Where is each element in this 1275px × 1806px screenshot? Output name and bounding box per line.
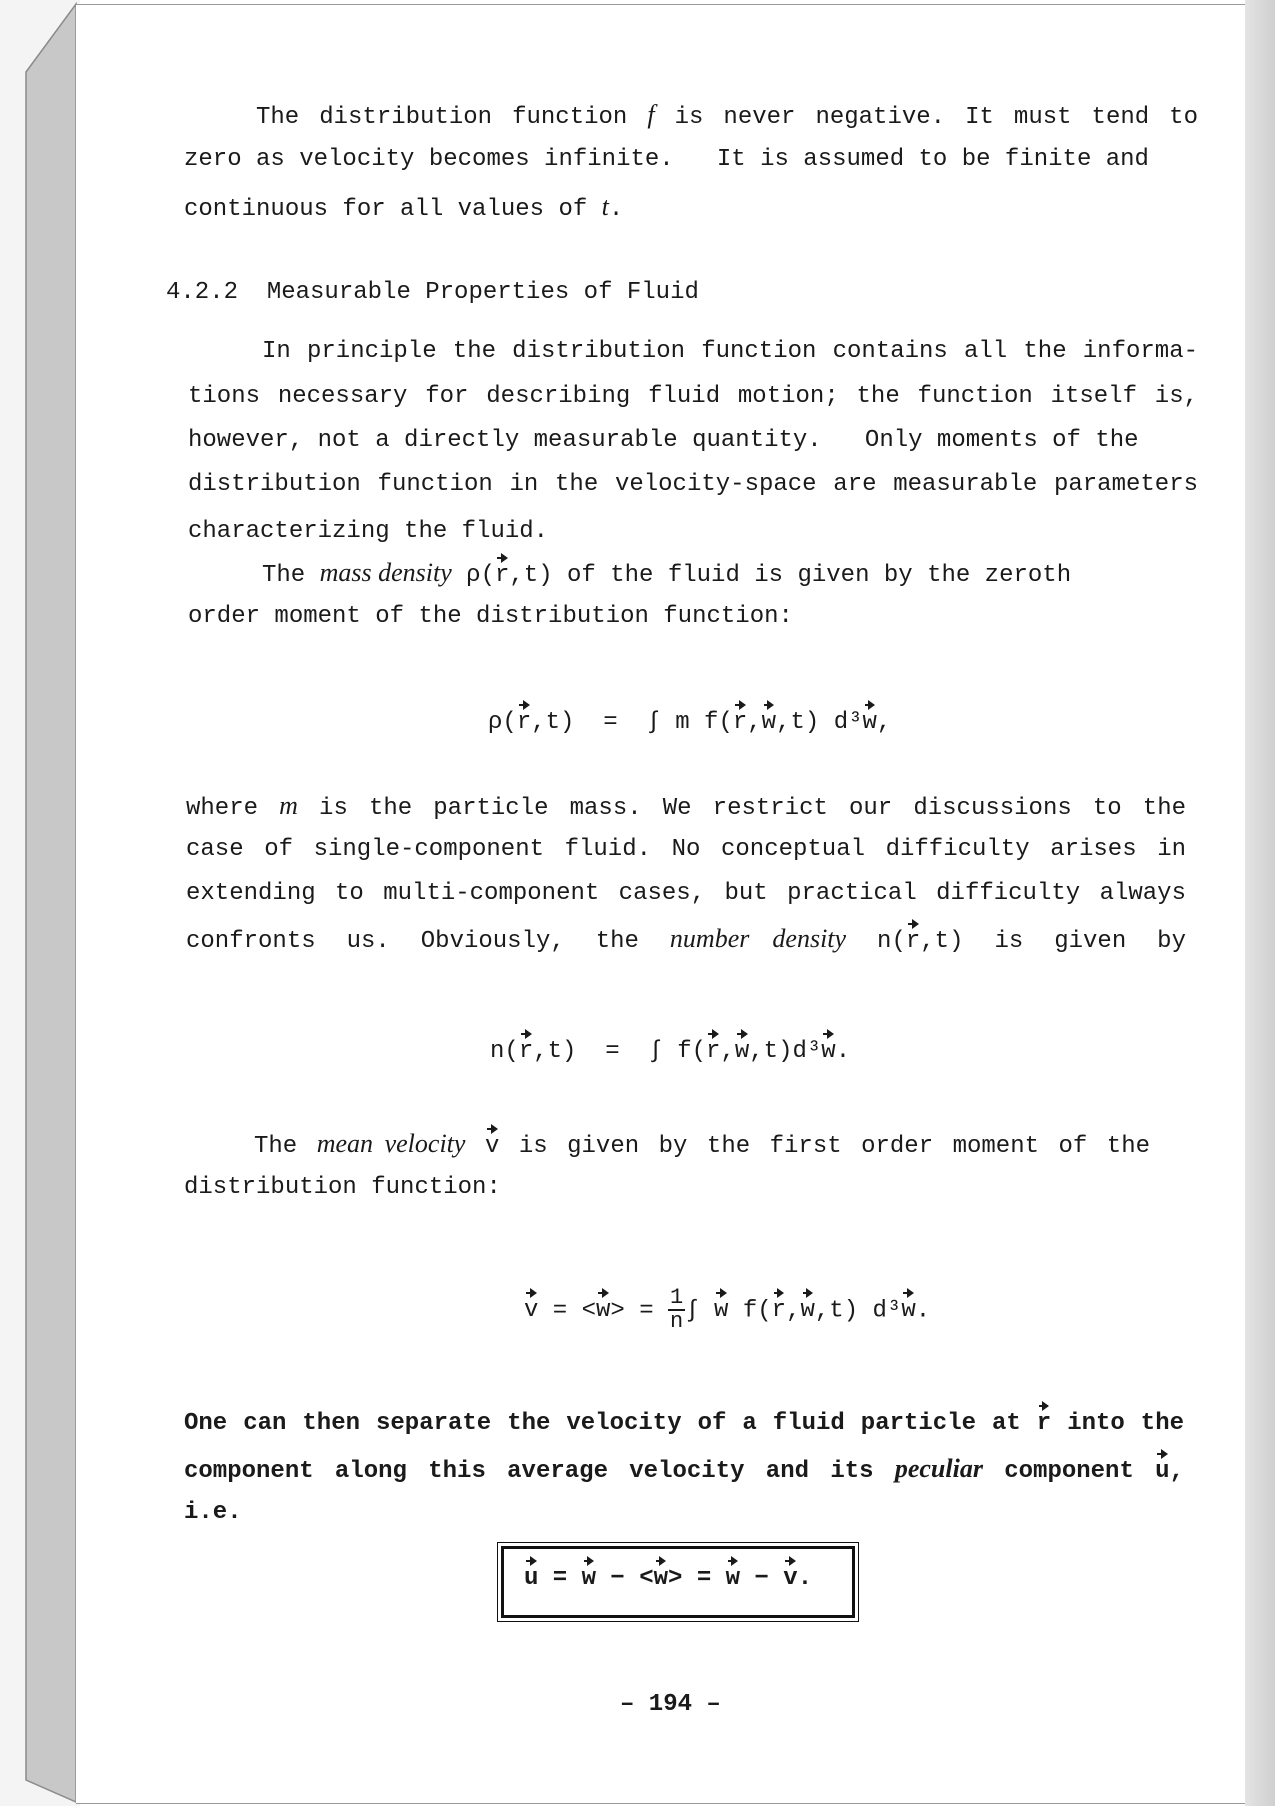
text-run: characterizing the fluid.	[188, 518, 549, 545]
equation-mass-density	[488, 708, 891, 738]
text-run: .	[835, 1038, 851, 1065]
paragraph-text	[184, 1409, 1184, 1439]
italic-term: mass density	[319, 558, 452, 587]
text-run: One can then separate the velocity of a fluid particle at	[184, 1410, 1037, 1437]
paragraph-text	[262, 337, 1198, 367]
text-run	[465, 1133, 485, 1160]
paragraph-text	[184, 145, 1149, 175]
paragraph-text	[188, 602, 793, 632]
page-number	[620, 1690, 721, 1720]
text-run: – 194 –	[620, 1691, 721, 1718]
paragraph-text	[186, 835, 1186, 865]
vector-symbol: w	[653, 1565, 669, 1592]
paragraph-text	[184, 1498, 242, 1528]
paragraph-text	[256, 100, 1198, 133]
text-run: into the	[1051, 1410, 1184, 1437]
text-run: ρ(	[488, 709, 517, 736]
equation-peculiar-velocity	[524, 1564, 812, 1594]
text-run: ,t) = ∫ f(	[533, 1038, 707, 1065]
vector-symbol: v	[783, 1565, 798, 1592]
text-run: ∫	[685, 1297, 715, 1325]
text-run: > =	[610, 1297, 669, 1325]
text-run: continuous for all values of	[184, 196, 602, 223]
vector-symbol: w	[800, 1297, 815, 1325]
paragraph-text	[186, 791, 1186, 824]
vector-symbol: w	[761, 709, 777, 736]
vector-symbol: v	[484, 1133, 500, 1160]
text-run: ,	[747, 709, 762, 736]
text-run: ,	[786, 1297, 801, 1325]
text-run: ,t) d³	[776, 709, 863, 736]
text-run: The distribution function	[256, 104, 648, 131]
text-run: ,	[1169, 1458, 1184, 1485]
italic-term: m	[279, 791, 298, 820]
text-run: .	[915, 1297, 931, 1325]
paragraph-text	[186, 924, 1186, 957]
italic-term: f	[647, 100, 655, 129]
text-run: is never negative. It must tend to	[654, 104, 1198, 131]
vector-symbol: w	[714, 1297, 729, 1325]
paragraph-text	[254, 1129, 1150, 1162]
vector-symbol: r	[771, 1297, 787, 1325]
text-run: zero as velocity becomes infinite. It is assumed to be finite and	[184, 146, 1149, 173]
text-run: The	[254, 1133, 317, 1160]
vector-symbol: w	[862, 709, 877, 736]
vector-symbol: r	[1036, 1410, 1052, 1437]
equation-number-density	[490, 1037, 850, 1067]
italic-term: number density	[669, 924, 847, 953]
paragraph-text	[188, 426, 1139, 456]
fraction	[668, 1287, 685, 1333]
paragraph-text	[188, 517, 548, 547]
text-run: .	[797, 1565, 813, 1592]
page-right-edge	[1245, 0, 1275, 1806]
vector-symbol: w	[596, 1297, 611, 1325]
text-run: case of single-component fluid. No conceptual difficulty arises in	[186, 836, 1186, 863]
text-run: = <	[538, 1297, 597, 1325]
paragraph-text	[186, 879, 1186, 909]
vector-symbol: r	[905, 928, 921, 955]
text-run: The	[262, 562, 320, 589]
text-run: order moment of the distribution function:	[188, 603, 793, 630]
italic-term: t	[601, 192, 609, 221]
text-run: ,t) of the fluid is given by the zeroth	[509, 562, 1072, 589]
page-edge-bevel	[0, 0, 80, 1806]
text-run: distribution function:	[184, 1174, 501, 1201]
text-run: In principle the distribution function contains all the informa-	[262, 338, 1198, 365]
text-run: ,t) is given by	[920, 928, 1186, 955]
text-run: extending to multi-component cases, but practical difficulty always	[186, 880, 1186, 907]
text-run: −	[740, 1565, 784, 1592]
text-run: confronts us. Obviously, the	[186, 928, 670, 955]
text-run: is the particle mass. We restrict our discussions to the	[297, 795, 1187, 822]
vector-symbol: v	[524, 1297, 539, 1325]
text-run: > =	[668, 1565, 726, 1592]
vector-symbol: r	[732, 709, 748, 736]
text-run: ,t) = ∫ m f(	[531, 709, 733, 736]
paragraph-text	[184, 1454, 1184, 1487]
text-run: component along this average velocity and its	[184, 1458, 895, 1485]
vector-symbol: r	[516, 709, 532, 736]
text-run: =	[538, 1565, 582, 1592]
text-run: tions necessary for describing fluid motion; the function itself is,	[188, 383, 1198, 410]
text-run: distribution function in the velocity-space are measurable parameters	[188, 471, 1198, 498]
paragraph-text	[188, 382, 1198, 412]
vector-symbol: w	[725, 1565, 741, 1592]
text-run: i.e.	[184, 1499, 242, 1526]
numerator: 1	[670, 1285, 684, 1310]
text-run: however, not a directly measurable quantity. Only moments of the	[188, 427, 1139, 454]
vector-symbol: r	[518, 1038, 534, 1065]
vector-symbol: w	[821, 1038, 836, 1065]
text-run: ,t) d³	[814, 1297, 902, 1325]
text-run: − <	[596, 1565, 654, 1592]
text-run: where	[186, 795, 280, 822]
vector-symbol: u	[1155, 1458, 1170, 1485]
paragraph-text	[184, 1173, 501, 1203]
paragraph-text	[262, 558, 1071, 591]
text-run: .	[608, 196, 624, 223]
denominator: n	[670, 1309, 684, 1334]
italic-term: peculiar	[894, 1454, 983, 1483]
vector-symbol: u	[524, 1565, 539, 1592]
text-run: ρ(	[451, 562, 495, 589]
italic-term: mean velocity	[316, 1129, 466, 1158]
text-run: ,	[720, 1038, 735, 1065]
text-run: ,t)d³	[749, 1038, 822, 1065]
equation-mean-velocity	[524, 1287, 930, 1333]
vector-symbol: r	[706, 1038, 721, 1065]
text-run: n(	[490, 1038, 519, 1065]
paragraph-text	[188, 470, 1198, 500]
text-run: 4.2.2 Measurable Properties of Fluid	[166, 279, 699, 306]
vector-symbol: w	[581, 1565, 597, 1592]
vector-symbol: w	[901, 1297, 916, 1325]
paragraph-text	[184, 192, 623, 225]
text-run: f(	[728, 1297, 772, 1325]
text-run: component	[982, 1458, 1156, 1485]
section-heading	[166, 278, 699, 308]
vector-symbol: r	[495, 562, 510, 589]
text-run: n(	[846, 928, 906, 955]
text-run: ,	[876, 709, 892, 736]
vector-symbol: w	[734, 1038, 750, 1065]
text-run: is given by the first order moment of the	[499, 1133, 1151, 1160]
